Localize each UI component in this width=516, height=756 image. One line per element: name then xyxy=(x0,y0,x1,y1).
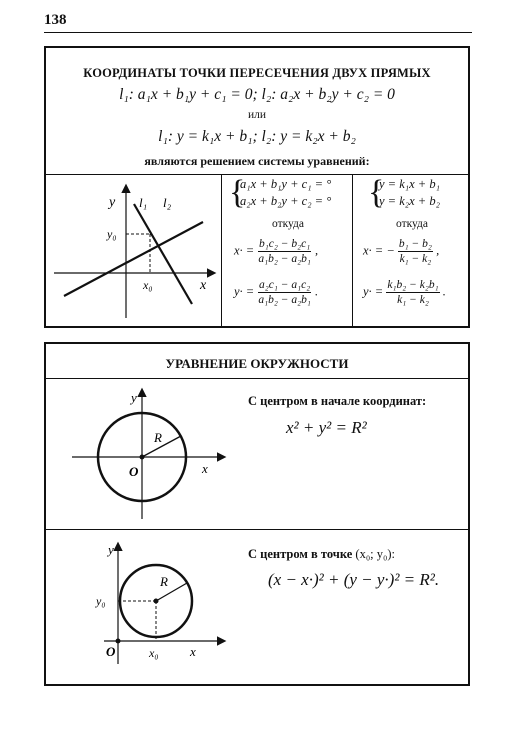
system-eq1: a₁x + b₁y + c₁ = ° xyxy=(240,177,332,191)
circle-equation-box xyxy=(44,342,470,686)
x-solution-general xyxy=(234,237,318,266)
x-solution-fraction xyxy=(398,237,433,266)
intersection-box xyxy=(44,46,470,328)
system-eq2: a₂x + b₂y + c₂ = ° xyxy=(240,194,332,208)
x0-label: x₀ xyxy=(143,278,153,292)
intersection-title: КООРДИНАТЫ ТОЧКИ ПЕРЕСЕЧЕНИЯ ДВУХ ПРЯМЫХ xyxy=(83,66,431,80)
y0-label: y₀ xyxy=(96,594,106,608)
y-solution-slope xyxy=(363,278,446,307)
center-point xyxy=(140,455,145,460)
offset-circle-diagram xyxy=(56,536,246,684)
x-axis-label: x xyxy=(202,461,208,476)
origin-circle-diagram xyxy=(56,384,246,526)
x-solution-denominator: k₁ − k₂ xyxy=(399,253,432,265)
x-solution-fraction xyxy=(257,237,312,266)
x-solution-lhs: x· = − xyxy=(363,243,395,258)
x-solution-slope xyxy=(363,237,439,266)
x-axis-label: x xyxy=(190,644,196,659)
l1-label: l₁ xyxy=(139,195,148,210)
center-point xyxy=(154,599,159,604)
system-brace: { xyxy=(229,174,246,211)
whence-word-1: откуда xyxy=(271,218,305,230)
column-divider-2 xyxy=(352,174,353,327)
y-axis-label: y xyxy=(131,390,137,405)
lines-diagram xyxy=(46,176,220,326)
x-solution-lhs: x· = xyxy=(234,243,255,258)
offset-caption-text: С центром в точке xyxy=(248,547,353,561)
x-solution-denominator: a₁b₂ − a₂b₁ xyxy=(258,253,311,265)
offset-caption-point: (x₀; y₀): xyxy=(355,547,396,561)
y-solution-numerator: a₂c₁ − a₁c₂ xyxy=(259,279,311,291)
slope-form-equations: l₁: y = k₁x + b₁; l₂: y = k₂x + b₂ xyxy=(158,128,356,145)
case-divider xyxy=(46,529,468,530)
system-general xyxy=(229,176,349,216)
page-number: 138 xyxy=(44,12,67,28)
y-solution-denominator: k₁ − k₂ xyxy=(397,294,429,306)
system-eq2: y = k₂x + b₂ xyxy=(379,194,440,208)
origin-formula: x² + y² = R² xyxy=(286,418,367,437)
y-solution-lhs: y· = xyxy=(363,284,384,299)
header-rule xyxy=(44,32,472,33)
system-brace: { xyxy=(368,174,385,211)
system-slope xyxy=(368,176,468,216)
radius-label: R xyxy=(154,430,162,445)
origin-point xyxy=(116,639,121,644)
whence-word-2: откуда xyxy=(395,218,429,230)
y-solution-denominator: a₁b₂ − a₂b₁ xyxy=(258,294,311,306)
y-axis-label: y xyxy=(108,542,114,557)
column-divider-1 xyxy=(221,174,222,327)
y0-label: y₀ xyxy=(107,227,117,241)
origin-label: O xyxy=(106,644,116,659)
radius-label: R xyxy=(160,574,168,589)
y-solution-tail: . xyxy=(442,284,446,299)
origin-caption: С центром в начале координат: xyxy=(248,394,427,408)
system-subtitle: являются решением системы уравнений: xyxy=(144,154,370,168)
x0-label: x₀ xyxy=(149,646,159,660)
y-solution-numerator: k₁b₂ − k₂b₁ xyxy=(387,279,439,291)
x-solution-tail: , xyxy=(436,243,440,258)
y-solution-general xyxy=(234,278,318,307)
offset-formula: (x − x·)² + (y − y·)² = R². xyxy=(268,570,440,589)
origin-label: O xyxy=(129,464,139,479)
l2-label: l₂ xyxy=(163,195,172,210)
x-solution-numerator: b₁c₂ − b₂c₁ xyxy=(259,238,311,250)
general-form-equations: l₁: a₁x + b₁y + c₁ = 0; l₂: a₂x + b₂y + c₂ = 0 xyxy=(119,86,395,103)
title-divider xyxy=(46,378,468,379)
or-word: или xyxy=(247,109,267,121)
y-axis-label: y xyxy=(109,195,116,210)
row-divider xyxy=(46,174,468,175)
system-eq1: y = k₁x + b₁ xyxy=(379,177,440,191)
y-solution-lhs: y· = xyxy=(234,284,255,299)
y-solution-tail: . xyxy=(315,284,319,299)
offset-caption xyxy=(248,547,395,562)
circle-title: УРАВНЕНИЕ ОКРУЖНОСТИ xyxy=(165,356,349,371)
x-solution-tail: , xyxy=(315,243,319,258)
x-solution-numerator: b₁ − b₂ xyxy=(398,238,432,250)
x-axis-label: x xyxy=(200,278,207,293)
y-solution-fraction xyxy=(257,278,312,307)
y-solution-fraction xyxy=(386,278,439,307)
